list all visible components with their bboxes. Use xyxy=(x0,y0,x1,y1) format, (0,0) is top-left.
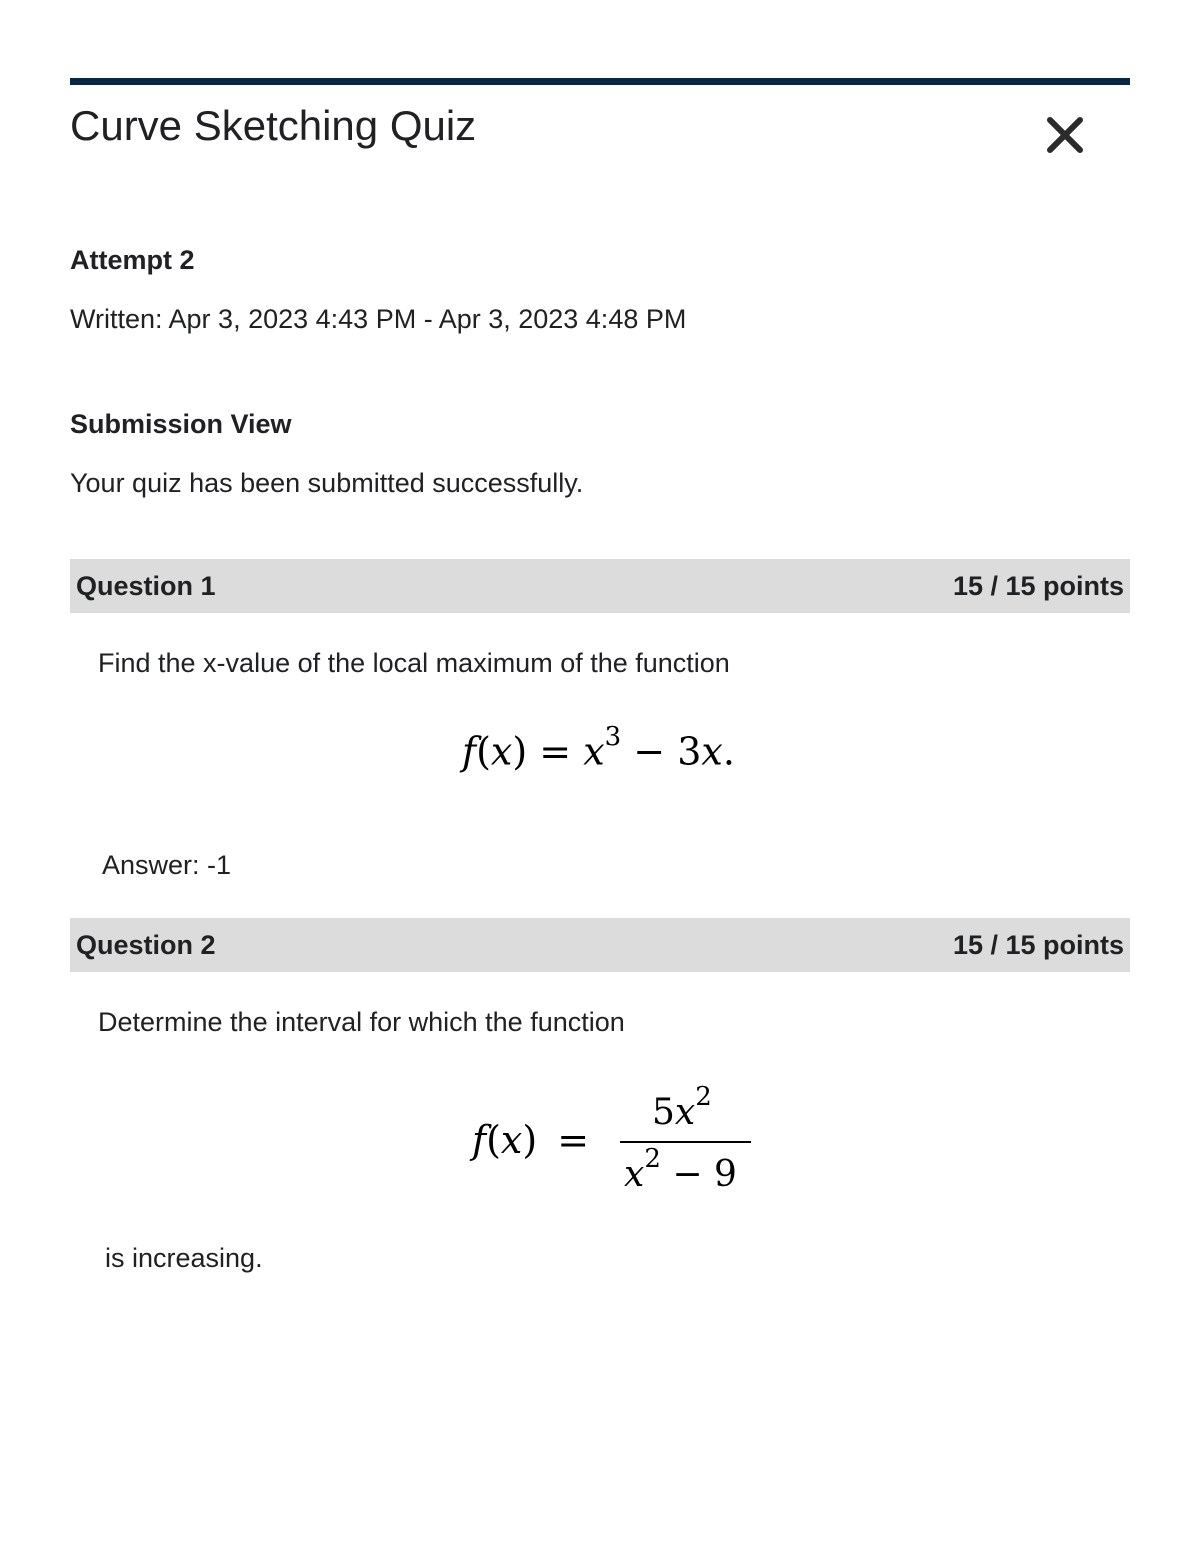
eq2-den-minus: − xyxy=(672,1154,703,1195)
eq1-rparen: ) xyxy=(512,729,528,774)
question-2-label: Question 2 xyxy=(76,930,216,960)
eq1-end: . xyxy=(722,729,735,774)
eq1-term1-exp: 3 xyxy=(604,722,622,752)
fraction-bar xyxy=(620,1141,751,1143)
eq2-f: f xyxy=(472,1118,487,1162)
eq1-f: f xyxy=(462,729,477,774)
eq2-den-const: 9 xyxy=(713,1154,737,1195)
close-icon xyxy=(1042,112,1088,158)
eq1-term1-base: x xyxy=(583,729,605,774)
question-2-suffix: is increasing. xyxy=(105,1243,263,1273)
eq2-den-exp: 2 xyxy=(644,1144,661,1174)
question-2-header xyxy=(70,918,1130,972)
question-1-header xyxy=(70,559,1130,613)
header-rule xyxy=(70,78,1130,85)
eq2-equals: = xyxy=(557,1118,590,1162)
written-timestamp: Written: Apr 3, 2023 4:43 PM - Apr 3, 2023 4:48 PM xyxy=(70,304,687,334)
question-2-numerator xyxy=(652,1082,712,1133)
eq2-var: x xyxy=(500,1118,523,1162)
question-2-equation-lhs xyxy=(472,1118,589,1162)
question-2-points: 15 / 15 points xyxy=(952,930,1124,960)
submission-message: Your quiz has been submitted successfully. xyxy=(70,468,584,498)
eq1-equals: = xyxy=(539,729,572,774)
page-title: Curve Sketching Quiz xyxy=(70,102,477,149)
close-button[interactable] xyxy=(1042,112,1088,158)
question-1-prompt: Find the x-value of the local maximum of the function xyxy=(98,648,730,678)
eq2-rparen: ) xyxy=(522,1118,538,1162)
eq2-num-exp: 2 xyxy=(695,1082,712,1112)
eq1-term2-var: x xyxy=(701,729,723,774)
eq1-term2: 3 xyxy=(677,729,702,774)
eq1-lparen: ( xyxy=(476,729,491,774)
eq1-minus: − xyxy=(633,729,666,774)
submission-view-title: Submission View xyxy=(70,409,292,439)
question-1-equation xyxy=(462,722,735,774)
eq2-num-coef: 5 xyxy=(652,1092,675,1133)
eq2-num-var: x xyxy=(674,1092,696,1133)
question-1-answer: Answer: -1 xyxy=(102,850,232,880)
question-2-prompt: Determine the interval for which the function xyxy=(98,1007,625,1037)
question-2-denominator xyxy=(624,1144,737,1195)
eq2-den-var: x xyxy=(624,1154,645,1195)
attempt-label: Attempt 2 xyxy=(70,245,195,275)
eq2-lparen: ( xyxy=(486,1118,501,1162)
question-1-label: Question 1 xyxy=(76,571,216,601)
question-1-points: 15 / 15 points xyxy=(952,571,1124,601)
eq1-var: x xyxy=(490,729,513,774)
